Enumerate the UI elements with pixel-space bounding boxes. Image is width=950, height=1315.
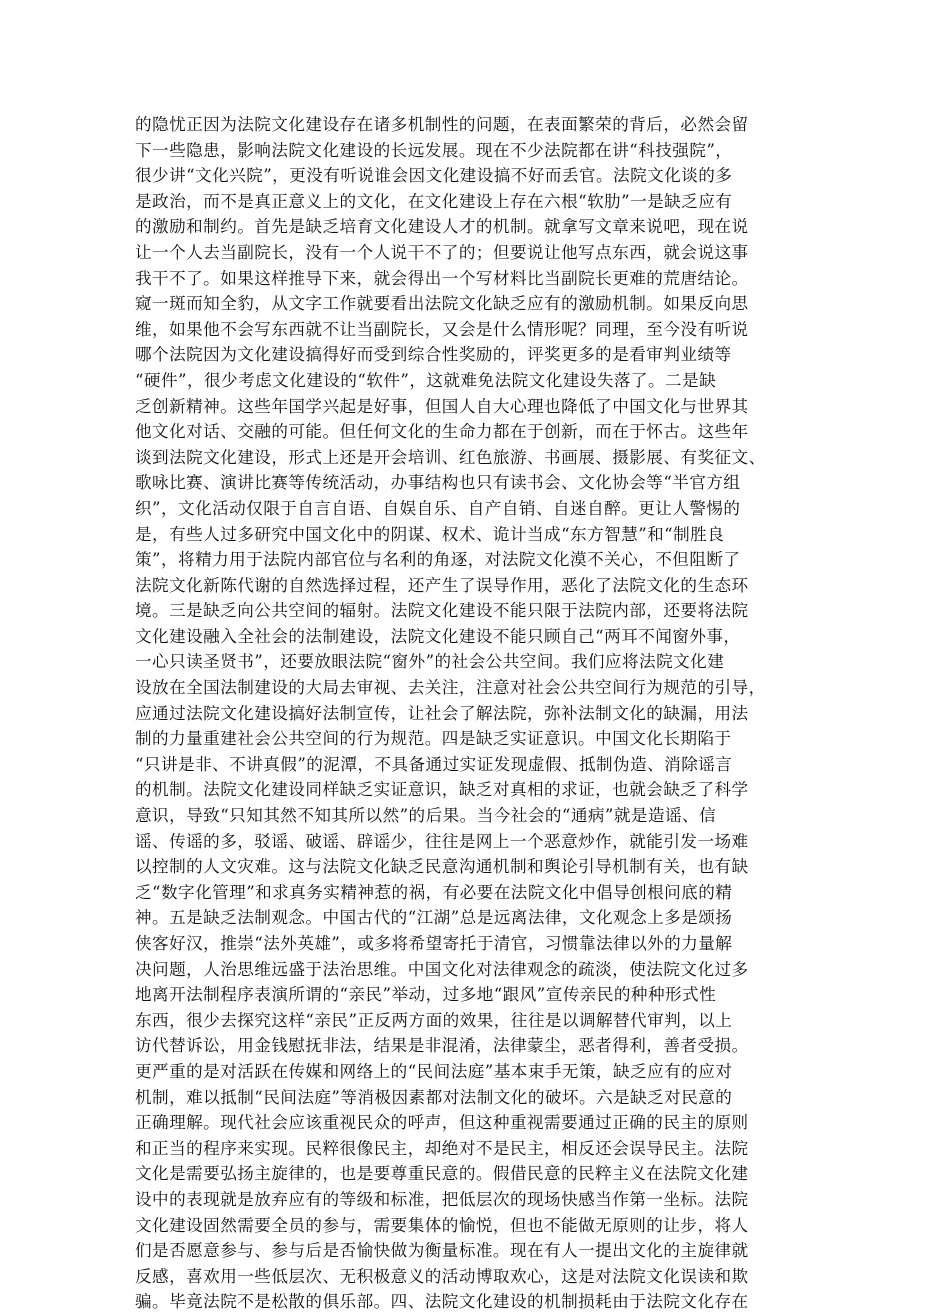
text-line: 和正当的程序来实现。民粹很像民主，却绝对不是民主，相反还会误导民主。法院: [135, 1138, 749, 1158]
text-line: 访代替诉讼，用金钱慰抚非法，结果是非混淆，法律蒙尘，恶者得利，善者受损。: [135, 1036, 749, 1056]
text-line: 设放在全国法制建设的大局去审视、去关注，注意对社会公共空间行为规范的引导，: [135, 678, 766, 698]
text-line: 意识，导致“只知其然不知其所以然”的后果。当今社会的“通病”就是造谣、信: [135, 806, 717, 826]
text-line: 文化建设融入全社会的法制建设，法院文化建设不能只顾自己“两耳不闻窗外事，: [135, 626, 741, 646]
text-line: 决问题，人治思维远盛于法治思维。中国文化对法律观念的疏淡，使法院文化过多: [135, 959, 749, 979]
text-line: 歌咏比赛、演讲比赛等传统活动，办事结构也只有读书会、文化协会等“半官方组: [135, 473, 741, 493]
text-line: 神。五是缺乏法制观念。中国古代的“江湖”总是远离法律，文化观念上多是颂扬: [135, 908, 733, 928]
text-line: “只讲是非、不讲真假”的泥潭，不具备通过实证发现虚假、抵制伪造、消除谣言: [135, 754, 733, 774]
text-line: 乏“数字化管理”和求真务实精神惹的祸，有必要在法院文化中倡导创根问底的精: [135, 882, 733, 902]
text-line: 文化建设固然需要全员的参与，需要集体的愉悦，但也不能做无原则的让步，将人: [135, 1215, 749, 1235]
text-line: 的隐忧正因为法院文化建设存在诸多机制性的问题，在表面繁荣的背后，必然会留: [135, 115, 749, 134]
text-line: 的机制。法院文化建设同样缺乏实证意识，缺乏对真相的求证，也就会缺乏了科学: [135, 780, 749, 800]
text-line: 地离开法制程序表演所谓的“亲民”举动，过多地“跟风”宣传亲民的种种形式性: [135, 985, 717, 1005]
text-line: 反感，喜欢用一些低层次、无积极意义的活动博取欢心，这是对法院文化误读和欺: [135, 1266, 749, 1286]
text-line: 东西，很少去探究这样“亲民”正反两方面的效果，往往是以调解替代审判，以上: [135, 1010, 733, 1030]
text-line: 以控制的人文灾难。这与法院文化缺乏民意沟通机制和舆论引导机制有关，也有缺: [135, 857, 749, 877]
body-paragraph: [135, 112, 817, 1315]
text-line: 哪个法院因为文化建设搞得好而受到综合性奖励的，评奖更多的是看审判业绩等: [135, 345, 732, 365]
text-line: 让一个人去当副院长，没有一个人说干不了的；但要说让他写点东西，就会说这事: [135, 242, 749, 262]
text-line: 我干不了。如果这样推导下来，就会得出一个写材料比当副院长更难的荒唐结论。: [135, 268, 749, 288]
text-line: 策”，将精力用于法院内部官位与名利的角逐，对法院文化漠不关心，不但阻断了: [135, 550, 741, 570]
text-line: 一心只读圣贤书”，还要放眼法院“窗外”的社会公共空间。我们应将法院文化建: [135, 652, 725, 672]
text-line: 侠客好汉，推崇“法外英雄”，或多将希望寄托于清官，习惯靠法律以外的力量解: [135, 934, 733, 953]
text-line: 他文化对话、交融的可能。但任何文化的生命力都在于创新，而在于怀古。这些年: [135, 422, 749, 442]
text-line: 是，有些人过多研究中国文化中的阴谋、权术、诡计当成“东方智慧”和“制胜良: [135, 524, 725, 544]
text-line: 正确理解。现代社会应该重视民众的呼声，但这种重视需要通过正确的民主的原则: [135, 1113, 749, 1133]
text-line: 乏创新精神。这些年国学兴起是好事，但国人自大心理也降低了中国文化与世界其: [135, 396, 749, 416]
text-line: 很少讲“文化兴院”，更没有听说谁会因文化建设搞不好而丢官。法院文化谈的多: [135, 166, 733, 186]
text-line: 们是否愿意参与、参与后是否愉快做为衡量标准。现在有人一提出文化的主旋律就: [135, 1241, 749, 1261]
text-line: 谈到法院文化建设，形式上还是开会培训、红色旅游、书画展、摄影展、有奖征文、: [135, 447, 766, 467]
text-line: 机制，难以抵制“民间法庭”等消极因素都对法制文化的破坏。六是缺乏对民意的: [135, 1087, 733, 1107]
text-line: 制的力量重建社会公共空间的行为规范。四是缺乏实证意识。中国文化长期陷于: [135, 729, 732, 749]
text-line: 骗。毕竟法院不是松散的俱乐部。四、法院文化建设的机制损耗由于法院文化存在: [135, 1292, 749, 1312]
text-line: “硬件”，很少考虑文化建设的“软件”，这就难免法院文化建设失落了。二是缺: [135, 370, 717, 390]
text-line: 谣、传谣的多，驳谣、破谣、辟谣少，往往是网上一个恶意炒作，就能引发一场难: [135, 831, 749, 851]
text-line: 文化是需要弘扬主旋律的，也是要尊重民意的。假借民意的民粹主义在法院文化建: [135, 1164, 749, 1184]
text-line: 是政治，而不是真正意义上的文化，在文化建设上存在六根“软肋”一是缺乏应有: [135, 191, 733, 211]
text-line: 设中的表现就是放弃应有的等级和标准，把低层次的现场快感当作第一坐标。法院: [135, 1189, 749, 1209]
text-line: 维，如果他不会写东西就不让当副院长，又会是什么情形呢？同理，至今没有听说: [135, 319, 749, 339]
text-line: 的激励和制约。首先是缺乏培育文化建设人才的机制。就拿写文章来说吧，现在说: [135, 217, 749, 237]
text-line: 应通过法院文化建设搞好法制宣传，让社会了解法院，弥补法制文化的缺漏，用法: [135, 703, 749, 723]
text-line: 窥一斑而知全豹，从文字工作就要看出法院文化缺乏应有的激励机制。如果反向思: [135, 294, 749, 314]
text-line: 法院文化新陈代谢的自然选择过程，还产生了误导作用，恶化了法院文化的生态环: [135, 575, 749, 595]
text-line: 境。三是缺乏向公共空间的辐射。法院文化建设不能只限于法院内部，还要将法院: [135, 601, 749, 621]
text-line: 下一些隐患，影响法院文化建设的长远发展。现在不少法院都在讲“科技强院”，: [135, 140, 733, 160]
text-line: 更严重的是对活跃在传媒和网络上的“民间法庭”基本束手无策，缺乏应有的应对: [135, 1061, 733, 1081]
text-line: 织”，文化活动仅限于自言自语、自娱自乐、自产自销、自迷自醉。更让人警惕的: [135, 498, 741, 518]
